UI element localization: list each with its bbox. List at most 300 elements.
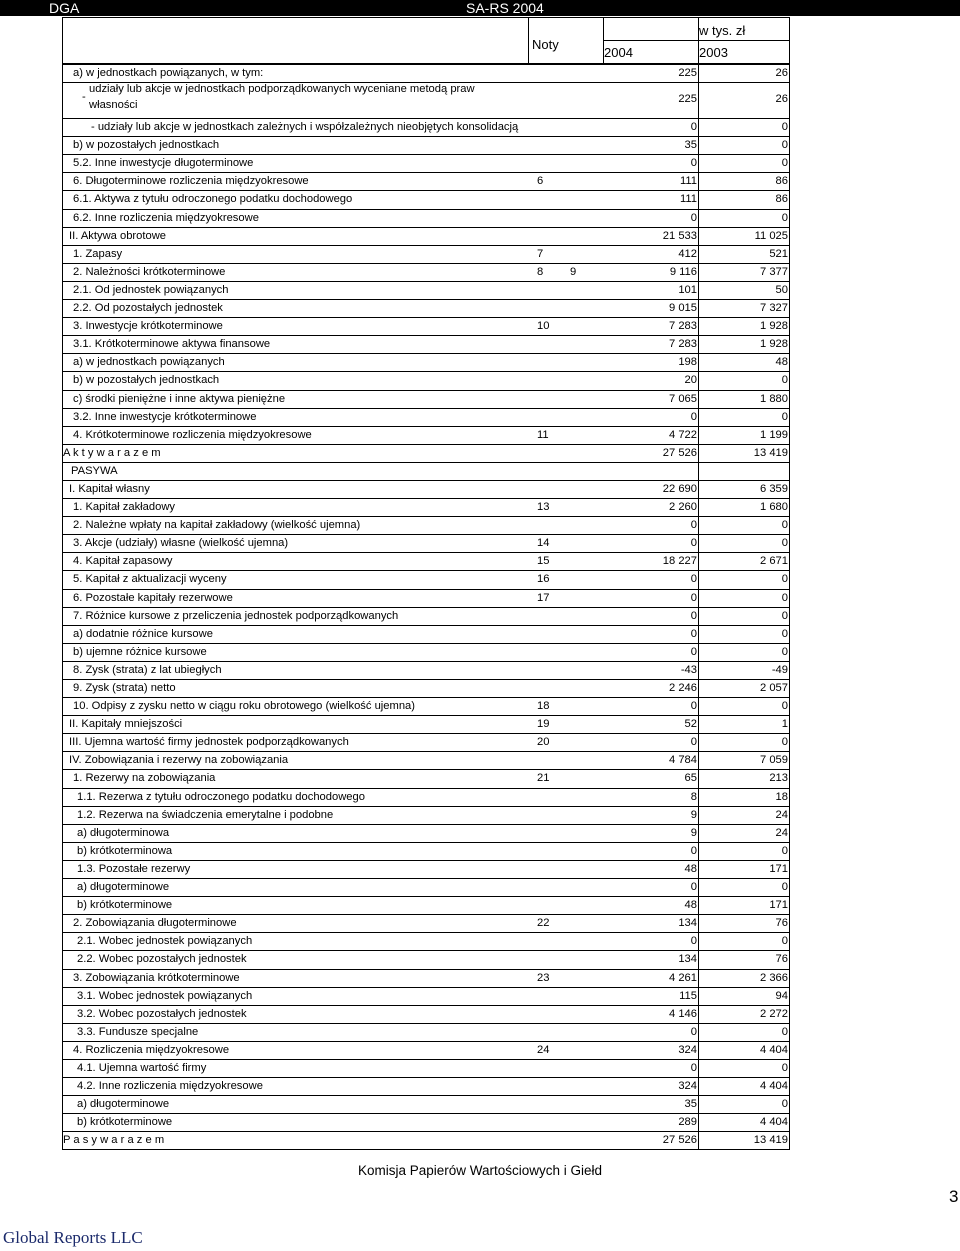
- row-label: 2. Należności krótkoterminowe: [73, 265, 226, 278]
- value-2004: 7 065: [669, 392, 697, 405]
- table-row: [63, 335, 789, 353]
- table-row: [63, 263, 789, 281]
- column-divider: [698, 752, 699, 769]
- row-label: PASYWA: [71, 464, 118, 477]
- row-label: 2. Należne wpłaty na kapitał zakładowy (wielkość ujemna): [73, 519, 361, 532]
- value-2003: 24: [775, 826, 788, 839]
- value-2004: 21 533: [662, 229, 697, 242]
- table-row: [63, 317, 789, 335]
- column-divider: [698, 1132, 699, 1149]
- value-2003: 76: [775, 917, 788, 930]
- row-label: 2.1. Od jednostek powiązanych: [73, 283, 229, 296]
- row-label: P a s y w a r a z e m: [63, 1134, 165, 1147]
- value-2004: 0: [690, 537, 697, 550]
- table-row: [63, 172, 789, 190]
- table-row: [63, 281, 789, 299]
- row-label: 1.3. Pozostałe rezerwy: [77, 862, 191, 875]
- table-row: [63, 607, 789, 625]
- column-divider: [698, 662, 699, 679]
- notes-column-header: Noty: [532, 37, 559, 52]
- column-divider: [698, 807, 699, 824]
- table-row: [63, 643, 789, 661]
- column-divider: [698, 282, 699, 299]
- table-row: [63, 1005, 789, 1023]
- value-2003: 0: [781, 935, 788, 948]
- row-label: 7. Różnice kursowe z przeliczenia jednostek podporządkowanych: [73, 609, 399, 622]
- column-divider: [698, 228, 699, 245]
- row-label: 4.1. Ujemna wartość firmy: [77, 1061, 207, 1074]
- table-row: [63, 1131, 789, 1149]
- row-label: 6. Długoterminowe rozliczenia międzyokresowe: [73, 175, 309, 188]
- table-row: [63, 1077, 789, 1095]
- value-2004: 0: [690, 935, 697, 948]
- row-note: 19: [537, 718, 550, 731]
- company-code: DGA: [49, 0, 80, 16]
- table-row: [63, 842, 789, 860]
- row-label: b) w pozostałych jednostkach: [73, 139, 220, 152]
- column-divider: [698, 1006, 699, 1023]
- value-2003: 0: [781, 1098, 788, 1111]
- table-row: [63, 824, 789, 842]
- table-row: [63, 480, 789, 498]
- column-divider: [698, 1060, 699, 1077]
- table-row: [63, 353, 789, 371]
- value-2003: 0: [781, 645, 788, 658]
- value-2003: 2 272: [760, 1007, 788, 1020]
- value-2003: 0: [781, 627, 788, 640]
- row-note-secondary: 9: [570, 265, 577, 278]
- value-2004: 0: [690, 844, 697, 857]
- row-label: 4.2. Inne rozliczenia międzyokresowe: [77, 1080, 263, 1093]
- column-divider: [698, 445, 699, 462]
- value-2004: 225: [678, 67, 697, 79]
- value-2004: 134: [678, 917, 697, 930]
- value-2004: 324: [678, 1080, 697, 1093]
- table-row: [63, 715, 789, 733]
- row-label: a) dodatnie różnice kursowe: [73, 627, 213, 640]
- unit-label: w tys. zł: [699, 23, 746, 38]
- value-2004: 2 260: [669, 501, 697, 514]
- value-2004: 0: [690, 700, 697, 713]
- value-2003: 0: [781, 1061, 788, 1074]
- value-2003: 24: [775, 808, 788, 821]
- table-row: [63, 552, 789, 570]
- value-2004: 0: [690, 573, 697, 586]
- table-row: [63, 751, 789, 769]
- row-label: b) w pozostałych jednostkach: [73, 374, 220, 387]
- year-2003-header: 2003: [699, 45, 728, 60]
- row-label: 4. Rozliczenia międzyokresowe: [73, 1043, 230, 1056]
- column-divider: [698, 173, 699, 190]
- value-2003: 94: [775, 989, 788, 1002]
- value-2004: 0: [690, 736, 697, 749]
- row-label: 6.1. Aktywa z tytułu odroczonego podatku dochodowego: [73, 193, 353, 206]
- top-bar: [0, 0, 960, 16]
- column-divider: [698, 300, 699, 317]
- value-2004: 52: [684, 718, 697, 731]
- value-2003: 13 419: [753, 446, 788, 459]
- column-divider: [698, 897, 699, 914]
- value-2003: 2 057: [760, 682, 788, 694]
- row-label: 2.2. Od pozostałych jednostek: [73, 302, 223, 315]
- value-2004: 134: [678, 953, 697, 966]
- value-2004: 4 784: [669, 754, 697, 767]
- value-2003: 6 359: [760, 482, 788, 495]
- table-row: [63, 190, 789, 208]
- table-row: [63, 82, 789, 118]
- column-divider: [698, 246, 699, 263]
- value-2003: 171: [769, 899, 788, 912]
- column-divider: [698, 716, 699, 733]
- value-2003: -49: [771, 663, 788, 676]
- value-2004: 115: [679, 989, 697, 1002]
- column-divider: [698, 372, 699, 389]
- value-2004: 0: [690, 121, 697, 134]
- row-label: 4. Krótkoterminowe rozliczenia międzyokresowe: [73, 428, 312, 441]
- value-2004: 2 246: [669, 682, 697, 694]
- value-2004: 225: [678, 93, 697, 106]
- table-row: [63, 498, 789, 516]
- table-row: [63, 661, 789, 679]
- value-2003: 0: [781, 736, 788, 749]
- table-row: [63, 987, 789, 1005]
- table-row: [63, 950, 789, 968]
- table-row: [63, 969, 789, 987]
- row-label: a) długoterminowa: [77, 826, 170, 839]
- value-2004: 22 690: [662, 482, 697, 495]
- value-2004: 289: [678, 1116, 697, 1129]
- table-row: [63, 1113, 789, 1131]
- column-divider: [698, 1078, 699, 1095]
- value-2003: 7 377: [760, 265, 788, 278]
- value-2004: 324: [678, 1043, 697, 1056]
- value-2004: 0: [690, 645, 697, 658]
- column-divider: [698, 843, 699, 860]
- column-divider: [698, 951, 699, 968]
- value-2003: 0: [781, 700, 788, 713]
- value-2003: 0: [781, 410, 788, 423]
- value-2004: 412: [678, 247, 697, 260]
- row-note: 22: [537, 917, 550, 930]
- value-2004: 35: [684, 1098, 697, 1111]
- column-divider: [698, 409, 699, 426]
- table-row: [63, 788, 789, 806]
- value-2003: 0: [781, 121, 788, 134]
- row-label: 4. Kapitał zapasowy: [73, 555, 173, 568]
- table-row: [63, 932, 789, 950]
- value-2003: 7 327: [760, 302, 788, 315]
- value-2004: 4 722: [669, 428, 697, 441]
- row-label: 1.1. Rezerwa z tytułu odroczonego podatku dochodowego: [77, 790, 365, 803]
- report-code: SA-RS 2004: [466, 0, 544, 16]
- column-divider: [698, 463, 699, 480]
- column-divider: [698, 789, 699, 806]
- value-2004: 9 116: [669, 265, 697, 278]
- value-2003: 0: [781, 211, 788, 224]
- row-label: 3. Zobowiązania krótkoterminowe: [73, 971, 240, 984]
- table-row: [63, 227, 789, 245]
- value-2004: 0: [690, 211, 697, 224]
- value-2003: 0: [781, 609, 788, 622]
- row-label: 3.2. Inne inwestycje krótkoterminowe: [73, 410, 257, 423]
- row-label: 3.1. Krótkoterminowe aktywa finansowe: [73, 338, 271, 351]
- column-divider: [698, 137, 699, 154]
- footer-text: Komisja Papierów Wartościowych i Giełd: [357, 1163, 603, 1178]
- row-label: 3. Inwestycje krótkoterminowe: [73, 320, 223, 333]
- row-label: 5. Kapitał z aktualizacji wyceny: [73, 573, 227, 586]
- row-label: III. Ujemna wartość firmy jednostek podporządkowanych: [69, 736, 349, 749]
- value-2004: 0: [690, 591, 697, 604]
- table-row: [63, 209, 789, 227]
- row-note: 13: [537, 501, 550, 514]
- row-label: 2.2. Wobec pozostałych jednostek: [77, 953, 247, 966]
- value-2004: 0: [690, 519, 697, 532]
- value-2003: 4 404: [760, 1080, 788, 1093]
- row-label: c) środki pieniężne i inne aktywa pieniężne: [73, 392, 286, 405]
- column-divider: [698, 933, 699, 950]
- table-row: [63, 408, 789, 426]
- value-2003: 48: [775, 356, 788, 369]
- value-2003: 1 928: [760, 320, 788, 333]
- row-note: 20: [537, 736, 550, 749]
- row-note: 21: [537, 772, 550, 785]
- row-note: 7: [537, 247, 544, 260]
- value-2003: 2 671: [760, 555, 788, 568]
- row-label: 1. Kapitał zakładowy: [73, 501, 175, 514]
- value-2004: 7 283: [669, 338, 697, 351]
- value-2003: 4 404: [760, 1116, 788, 1129]
- value-2003: 0: [781, 519, 788, 532]
- table-row: [63, 444, 789, 462]
- table-row: [63, 136, 789, 154]
- value-2003: 26: [775, 67, 788, 79]
- table-row: [63, 769, 789, 787]
- value-2003: 50: [775, 283, 788, 296]
- row-label: udziały lub akcje w jednostkach podporządkowanych wyceniane metodą praw: [89, 83, 475, 96]
- column-divider: [698, 571, 699, 588]
- value-2004: 27 526: [662, 446, 697, 459]
- value-2004: 0: [690, 881, 697, 894]
- table-row: [63, 534, 789, 552]
- column-divider: [698, 210, 699, 227]
- row-dash: -: [82, 91, 86, 104]
- value-2004: 4 261: [669, 971, 697, 984]
- column-divider: [698, 698, 699, 715]
- row-label: 2. Zobowiązania długoterminowe: [73, 917, 237, 930]
- column-divider: [698, 879, 699, 896]
- value-2004: -43: [680, 663, 697, 676]
- value-2003: 1 199: [760, 428, 788, 441]
- table-row: [63, 462, 789, 480]
- row-label: I. Kapitał własny: [69, 482, 150, 495]
- row-label: b) ujemne różnice kursowe: [73, 645, 207, 658]
- value-2004: 198: [678, 356, 697, 369]
- value-2003: 1 928: [760, 338, 788, 351]
- table-row: [63, 860, 789, 878]
- row-label: a) w jednostkach powiązanych, w tym:: [73, 67, 264, 79]
- table-row: [63, 154, 789, 172]
- value-2004: 0: [690, 157, 697, 170]
- column-divider: [698, 1114, 699, 1131]
- year-2004-header: 2004: [604, 45, 633, 60]
- column-divider: [698, 553, 699, 570]
- row-note: 15: [537, 555, 550, 568]
- table-row: [63, 625, 789, 643]
- column-divider: [698, 119, 699, 136]
- value-2003: 2 366: [760, 971, 788, 984]
- row-label: II. Aktywa obrotowe: [69, 229, 167, 242]
- row-label: 3.2. Wobec pozostałych jednostek: [77, 1007, 247, 1020]
- table-row: [63, 390, 789, 408]
- value-2003: 0: [781, 139, 788, 152]
- table-row: [63, 570, 789, 588]
- value-2004: 48: [684, 862, 697, 875]
- row-note: 17: [537, 591, 550, 604]
- table-row: [63, 371, 789, 389]
- row-label: 5.2. Inne inwestycje długoterminowe: [73, 157, 254, 170]
- column-divider: [698, 970, 699, 987]
- column-divider: [698, 680, 699, 697]
- column-divider: [698, 191, 699, 208]
- row-label: 10. Odpisy z zysku netto w ciągu roku obrotowego (wielkość ujemna): [73, 700, 415, 713]
- value-2004: 7 283: [669, 320, 697, 333]
- table-row: [63, 878, 789, 896]
- column-divider: [698, 861, 699, 878]
- value-2004: 0: [690, 609, 697, 622]
- row-label: 3. Akcje (udziały) własne (wielkość ujemna): [73, 537, 289, 550]
- balance-sheet-table: [62, 64, 790, 1150]
- column-divider: [698, 155, 699, 172]
- row-label: 9. Zysk (strata) netto: [73, 682, 176, 694]
- column-divider: [698, 481, 699, 498]
- page-number: 3: [949, 1187, 959, 1206]
- row-note: 14: [537, 537, 550, 550]
- table-row: [63, 1041, 789, 1059]
- value-2003: 4 404: [760, 1043, 788, 1056]
- row-label: 2.1. Wobec jednostek powiązanych: [77, 935, 253, 948]
- value-2004: 101: [678, 283, 697, 296]
- value-2003: 213: [769, 772, 788, 785]
- value-2003: 1 680: [760, 501, 788, 514]
- value-2004: 9: [690, 826, 697, 839]
- value-2003: 7 059: [760, 754, 788, 767]
- table-row: [63, 589, 789, 607]
- row-label-continued: własności: [89, 99, 138, 112]
- column-divider: [698, 644, 699, 661]
- row-note: 11: [537, 428, 549, 441]
- column-divider: [698, 318, 699, 335]
- table-row: [63, 245, 789, 263]
- row-note: 6: [537, 175, 544, 188]
- value-2004: 8: [690, 790, 697, 803]
- value-2003: 171: [769, 862, 788, 875]
- table-row: [63, 64, 789, 82]
- column-divider: [698, 1096, 699, 1113]
- value-2003: 1: [781, 718, 788, 731]
- column-divider: [698, 734, 699, 751]
- value-2003: 0: [781, 844, 788, 857]
- row-label: b) krótkoterminowe: [77, 899, 173, 912]
- value-2003: 1 880: [760, 392, 788, 405]
- row-label: b) krótkoterminowe: [77, 1116, 173, 1129]
- value-2003: 11 025: [754, 229, 788, 242]
- column-divider: [698, 517, 699, 534]
- row-label: a) długoterminowe: [77, 1098, 170, 1111]
- row-label: 6. Pozostałe kapitały rezerwowe: [73, 591, 233, 604]
- table-row: [63, 914, 789, 932]
- value-2004: 20: [684, 374, 697, 387]
- value-2003: 0: [781, 374, 788, 387]
- value-2003: 18: [775, 790, 788, 803]
- value-2003: 86: [775, 175, 788, 188]
- row-note: 18: [537, 700, 550, 713]
- column-divider: [698, 65, 699, 82]
- value-2003: 0: [781, 591, 788, 604]
- value-2003: 521: [769, 247, 788, 260]
- column-divider: [698, 1042, 699, 1059]
- row-label: II. Kapitały mniejszości: [69, 718, 183, 731]
- table-row: [63, 679, 789, 697]
- row-label: 8. Zysk (strata) z lat ubiegłych: [73, 663, 222, 676]
- table-row: [63, 733, 789, 751]
- table-header: [62, 17, 790, 64]
- value-2004: 35: [684, 139, 697, 152]
- table-row: [63, 1023, 789, 1041]
- row-label: 1.2. Rezerwa na świadczenia emerytalne i podobne: [77, 808, 334, 821]
- row-label: a) długoterminowe: [77, 881, 170, 894]
- row-label: 1. Rezerwy na zobowiązania: [73, 772, 216, 785]
- column-divider: [698, 626, 699, 643]
- column-divider: [698, 427, 699, 444]
- column-divider: [698, 915, 699, 932]
- value-2004: 0: [690, 410, 697, 423]
- value-2004: 18 227: [662, 555, 697, 568]
- value-2004: 9: [690, 808, 697, 821]
- row-label: 3.3. Fundusze specjalne: [77, 1025, 199, 1038]
- value-2004: 9 015: [669, 302, 697, 315]
- row-label: a) w jednostkach powiązanych: [73, 356, 225, 369]
- row-note: 8: [537, 265, 544, 278]
- table-row: [63, 697, 789, 715]
- value-2003: 26: [775, 93, 788, 106]
- value-2004: 111: [679, 193, 697, 206]
- table-row: [63, 299, 789, 317]
- row-note: 16: [537, 573, 550, 586]
- value-2003: 86: [775, 193, 788, 206]
- brand-watermark: Global Reports LLC: [3, 1228, 143, 1247]
- row-label: 1. Zapasy: [73, 247, 123, 260]
- value-2004: 0: [690, 1061, 697, 1074]
- column-divider: [698, 608, 699, 625]
- row-label: b) krótkoterminowa: [77, 844, 173, 857]
- row-label: - udziały lub akcje w jednostkach zależnych i współzależnych nieobjętych konsolidacją: [91, 121, 519, 134]
- table-row: [63, 806, 789, 824]
- column-divider: [698, 264, 699, 281]
- column-divider: [698, 590, 699, 607]
- value-2004: 48: [684, 899, 697, 912]
- column-divider: [698, 354, 699, 371]
- column-divider: [698, 988, 699, 1005]
- row-label: A k t y w a r a z e m: [63, 446, 161, 459]
- column-divider: [698, 391, 699, 408]
- value-2003: 0: [781, 537, 788, 550]
- value-2004: 27 526: [662, 1134, 697, 1147]
- column-divider: [698, 499, 699, 516]
- column-divider: [698, 535, 699, 552]
- column-divider: [698, 83, 699, 118]
- column-divider: [698, 770, 699, 787]
- table-row: [63, 118, 789, 136]
